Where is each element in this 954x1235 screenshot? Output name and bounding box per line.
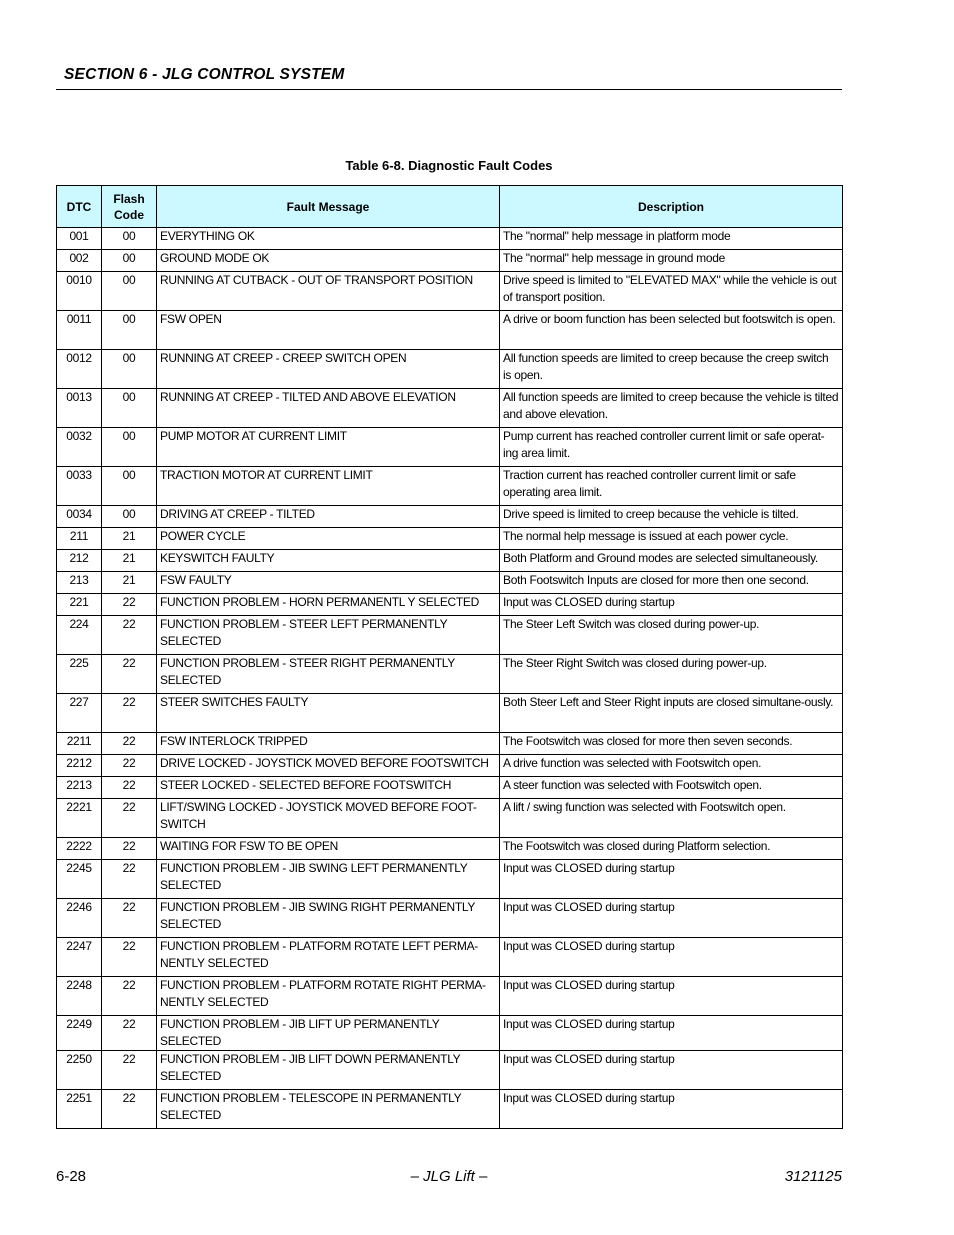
table-row (57, 350, 843, 389)
fault-message-cell: FSW INTERLOCK TRIPPED (157, 733, 500, 755)
flash-code-cell: 00 (102, 350, 157, 389)
table-row (57, 899, 843, 938)
flash-code-cell: 22 (102, 1016, 157, 1051)
table-row (57, 250, 843, 272)
table-row (57, 594, 843, 616)
fault-message-cell: RUNNING AT CUTBACK - OUT OF TRANSPORT POSITION (157, 272, 500, 311)
table-row (57, 1090, 843, 1129)
table-row (57, 616, 843, 655)
flash-code-cell: 22 (102, 938, 157, 977)
description-cell: Drive speed is limited to creep because the vehicle is tilted. (500, 506, 843, 528)
fault-message-cell: DRIVE LOCKED - JOYSTICK MOVED BEFORE FOOTSWITCH (157, 755, 500, 777)
description-cell: A steer function was selected with Footswitch open. (500, 777, 843, 799)
table-row (57, 655, 843, 694)
dtc-cell: 2248 (57, 977, 102, 1016)
dtc-cell: 2246 (57, 899, 102, 938)
dtc-cell: 221 (57, 594, 102, 616)
description-cell: The "normal" help message in ground mode (500, 250, 843, 272)
fault-message-cell: TRACTION MOTOR AT CURRENT LIMIT (157, 467, 500, 506)
page-footer (56, 1168, 842, 1188)
page-number: 6-28 (56, 1168, 87, 1185)
dtc-cell: 225 (57, 655, 102, 694)
description-cell: Drive speed is limited to "ELEVATED MAX" while the vehicle is out of transport position. (500, 272, 843, 311)
flash-code-cell: 00 (102, 272, 157, 311)
flash-code-cell: 21 (102, 528, 157, 550)
fault-message-cell: FUNCTION PROBLEM - PLATFORM ROTATE RIGHT PERMA-NENTLY SELECTED (157, 977, 500, 1016)
table-row (57, 733, 843, 755)
table-caption: Table 6-8. Diagnostic Fault Codes (345, 158, 553, 173)
flash-code-cell: 22 (102, 838, 157, 860)
description-cell: Pump current has reached controller current limit or safe operat-ing area limit. (500, 428, 843, 467)
description-cell: Input was CLOSED during startup (500, 860, 843, 899)
flash-code-cell: 00 (102, 389, 157, 428)
fault-message-cell: RUNNING AT CREEP - CREEP SWITCH OPEN (157, 350, 500, 389)
description-cell: All function speeds are limited to creep because the creep switch is open. (500, 350, 843, 389)
dtc-cell: 224 (57, 616, 102, 655)
dtc-cell: 2222 (57, 838, 102, 860)
description-cell: Input was CLOSED during startup (500, 899, 843, 938)
fault-message-cell: PUMP MOTOR AT CURRENT LIMIT (157, 428, 500, 467)
description-cell: The Steer Left Switch was closed during power-up. (500, 616, 843, 655)
table-row (57, 228, 843, 250)
table-row (57, 860, 843, 899)
description-cell: Both Footswitch Inputs are closed for more then one second. (500, 572, 843, 594)
description-cell: The Footswitch was closed for more then seven seconds. (500, 733, 843, 755)
fault-message-cell: KEYSWITCH FAULTY (157, 550, 500, 572)
flash-code-cell: 22 (102, 733, 157, 755)
description-cell: A drive function was selected with Footswitch open. (500, 755, 843, 777)
flash-code-cell: 22 (102, 594, 157, 616)
dtc-cell: 227 (57, 694, 102, 733)
fault-message-cell: FUNCTION PROBLEM - JIB LIFT DOWN PERMANENTLY SELECTED (157, 1051, 500, 1090)
fault-message-cell: STEER LOCKED - SELECTED BEFORE FOOTSWITCH (157, 777, 500, 799)
fault-message-cell: RUNNING AT CREEP - TILTED AND ABOVE ELEVATION (157, 389, 500, 428)
flash-code-cell: 00 (102, 467, 157, 506)
dtc-cell: 212 (57, 550, 102, 572)
flash-code-cell: 22 (102, 860, 157, 899)
flash-code-cell: 22 (102, 694, 157, 733)
table-row (57, 572, 843, 594)
fault-message-cell: STEER SWITCHES FAULTY (157, 694, 500, 733)
description-cell: Input was CLOSED during startup (500, 977, 843, 1016)
dtc-cell: 0010 (57, 272, 102, 311)
dtc-cell: 2212 (57, 755, 102, 777)
dtc-cell: 2221 (57, 799, 102, 838)
flash-code-cell: 22 (102, 777, 157, 799)
dtc-cell: 0034 (57, 506, 102, 528)
column-header-dtc: DTC (57, 186, 102, 228)
table-row (57, 755, 843, 777)
fault-message-cell: FUNCTION PROBLEM - STEER LEFT PERMANENTLY SELECTED (157, 616, 500, 655)
fault-message-cell: GROUND MODE OK (157, 250, 500, 272)
flash-code-cell: 00 (102, 428, 157, 467)
dtc-cell: 2249 (57, 1016, 102, 1051)
description-cell: Input was CLOSED during startup (500, 1090, 843, 1129)
table-row (57, 550, 843, 572)
fault-message-cell: FUNCTION PROBLEM - JIB SWING LEFT PERMANENTLY SELECTED (157, 860, 500, 899)
table-row (57, 838, 843, 860)
dtc-cell: 2250 (57, 1051, 102, 1090)
dtc-cell: 2213 (57, 777, 102, 799)
fault-message-cell: FSW FAULTY (157, 572, 500, 594)
dtc-cell: 001 (57, 228, 102, 250)
description-cell: Traction current has reached controller current limit or safe operating area limit. (500, 467, 843, 506)
description-cell: All function speeds are limited to creep because the vehicle is tilted and above elevation. (500, 389, 843, 428)
description-cell: Input was CLOSED during startup (500, 938, 843, 977)
flash-code-cell: 22 (102, 799, 157, 838)
description-cell: Input was CLOSED during startup (500, 594, 843, 616)
description-cell: A drive or boom function has been selected but footswitch is open. (500, 311, 843, 350)
dtc-cell: 2247 (57, 938, 102, 977)
column-header-flash-code: Flash Code (102, 186, 157, 228)
description-cell: Both Steer Left and Steer Right inputs are closed simultane-ously. (500, 694, 843, 733)
dtc-cell: 0033 (57, 467, 102, 506)
table-header-row (57, 186, 843, 228)
fault-message-cell: EVERYTHING OK (157, 228, 500, 250)
fault-message-cell: WAITING FOR FSW TO BE OPEN (157, 838, 500, 860)
fault-message-cell: LIFT/SWING LOCKED - JOYSTICK MOVED BEFORE FOOT-SWITCH (157, 799, 500, 838)
table-row (57, 311, 843, 350)
flash-code-cell: 22 (102, 1051, 157, 1090)
table-row (57, 1051, 843, 1090)
column-header-description: Description (500, 186, 843, 228)
dtc-cell: 2211 (57, 733, 102, 755)
flash-code-cell: 00 (102, 311, 157, 350)
dtc-cell: 2245 (57, 860, 102, 899)
fault-message-cell: FUNCTION PROBLEM - HORN PERMANENTL Y SELECTED (157, 594, 500, 616)
flash-code-cell: 00 (102, 228, 157, 250)
flash-code-cell: 22 (102, 755, 157, 777)
table-row (57, 694, 843, 733)
description-cell: Input was CLOSED during startup (500, 1016, 843, 1051)
flash-code-cell: 00 (102, 250, 157, 272)
description-cell: The normal help message is issued at each power cycle. (500, 528, 843, 550)
fault-message-cell: FUNCTION PROBLEM - JIB SWING RIGHT PERMANENTLY SELECTED (157, 899, 500, 938)
section-title: SECTION 6 - JLG CONTROL SYSTEM (64, 66, 345, 83)
dtc-cell: 0012 (57, 350, 102, 389)
column-header-fault-message: Fault Message (157, 186, 500, 228)
fault-message-cell: DRIVING AT CREEP - TILTED (157, 506, 500, 528)
description-cell: The "normal" help message in platform mode (500, 228, 843, 250)
flash-code-cell: 22 (102, 616, 157, 655)
description-cell: Both Platform and Ground modes are selected simultaneously. (500, 550, 843, 572)
table-row (57, 467, 843, 506)
dtc-cell: 0013 (57, 389, 102, 428)
dtc-cell: 0011 (57, 311, 102, 350)
section-header (56, 63, 842, 90)
flash-code-cell: 22 (102, 655, 157, 694)
table-row (57, 1016, 843, 1051)
fault-message-cell: FUNCTION PROBLEM - JIB LIFT UP PERMANENTLY SELECTED (157, 1016, 500, 1051)
table-row (57, 272, 843, 311)
fault-message-cell: FUNCTION PROBLEM - TELESCOPE IN PERMANENTLY SELECTED (157, 1090, 500, 1129)
flash-code-cell: 22 (102, 977, 157, 1016)
dtc-cell: 002 (57, 250, 102, 272)
fault-message-cell: POWER CYCLE (157, 528, 500, 550)
dtc-cell: 211 (57, 528, 102, 550)
table-row (57, 777, 843, 799)
description-cell: The Steer Right Switch was closed during power-up. (500, 655, 843, 694)
table-row (57, 506, 843, 528)
flash-code-cell: 21 (102, 572, 157, 594)
dtc-cell: 213 (57, 572, 102, 594)
description-cell: Input was CLOSED during startup (500, 1051, 843, 1090)
publisher-label: – JLG Lift – (410, 1168, 488, 1185)
flash-code-cell: 21 (102, 550, 157, 572)
fault-message-cell: FUNCTION PROBLEM - PLATFORM ROTATE LEFT PERMA-NENTLY SELECTED (157, 938, 500, 977)
description-cell: The Footswitch was closed during Platform selection. (500, 838, 843, 860)
fault-message-cell: FSW OPEN (157, 311, 500, 350)
flash-code-cell: 22 (102, 1090, 157, 1129)
dtc-cell: 0032 (57, 428, 102, 467)
table-row (57, 938, 843, 977)
description-cell: A lift / swing function was selected with Footswitch open. (500, 799, 843, 838)
table-row (57, 799, 843, 838)
table-row (57, 977, 843, 1016)
table-body (57, 228, 843, 1129)
fault-code-table (56, 185, 843, 1129)
document-number: 3121125 (784, 1168, 842, 1185)
table-row (57, 528, 843, 550)
dtc-cell: 2251 (57, 1090, 102, 1129)
flash-code-cell: 22 (102, 899, 157, 938)
table-row (57, 389, 843, 428)
fault-message-cell: FUNCTION PROBLEM - STEER RIGHT PERMANENTLY SELECTED (157, 655, 500, 694)
table-row (57, 428, 843, 467)
flash-code-cell: 00 (102, 506, 157, 528)
